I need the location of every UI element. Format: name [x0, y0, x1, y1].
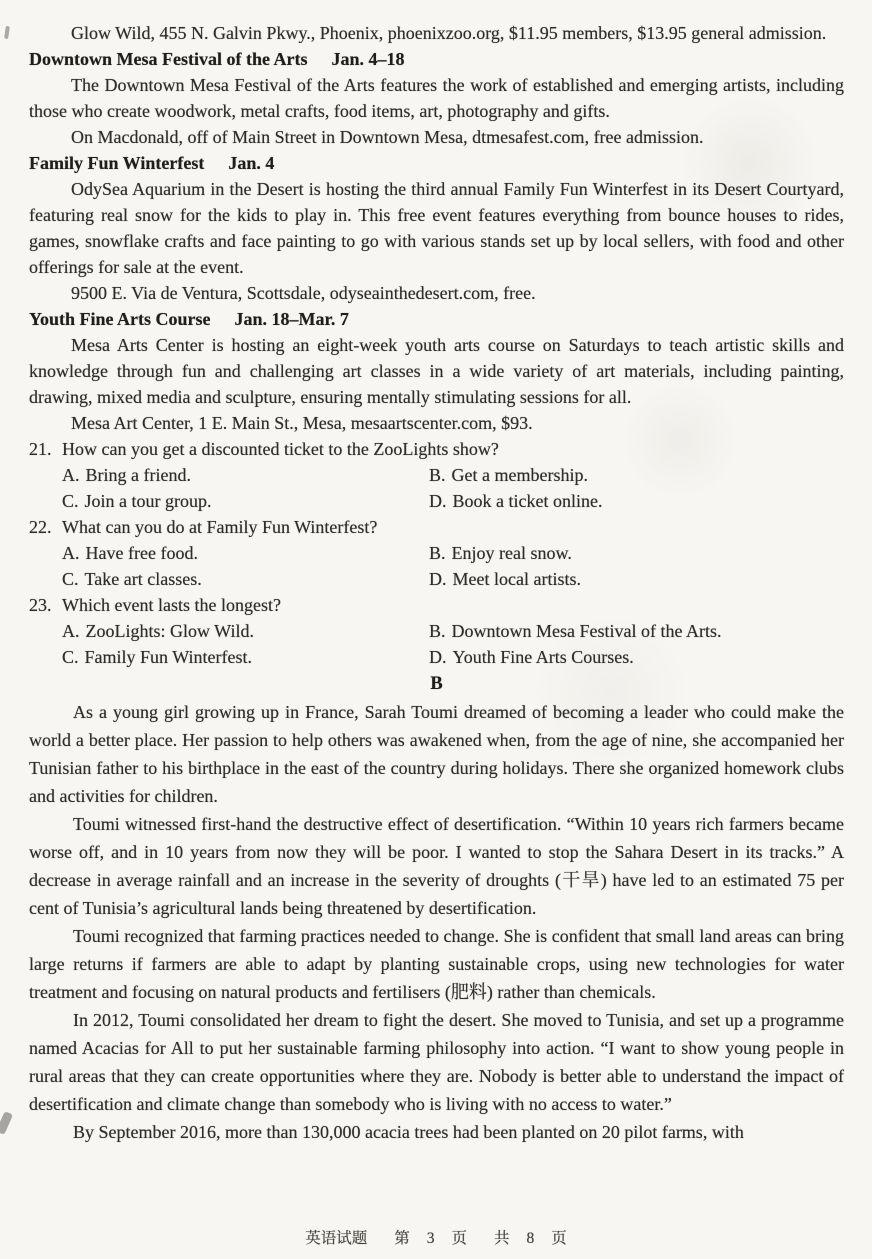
event-title: Downtown Mesa Festival of the Arts	[29, 49, 308, 69]
page-footer	[0, 1226, 872, 1248]
questions-section	[29, 436, 844, 670]
event-notices-section	[29, 20, 844, 436]
question-22	[29, 514, 844, 592]
question-text: Which event lasts the longest?	[62, 595, 281, 615]
option-text: Have free food.	[85, 543, 198, 563]
option-22-c	[62, 566, 429, 592]
event-heading-family-fun-winterfest	[29, 150, 844, 176]
question-number: 21.	[29, 439, 52, 459]
event-contact-line: Mesa Art Center, 1 E. Main St., Mesa, mesaartscenter.com, $93.	[71, 413, 533, 433]
option-23-c	[62, 644, 429, 670]
option-label: A.	[62, 543, 80, 563]
option-label: B.	[429, 543, 446, 563]
option-text: Downtown Mesa Festival of the Arts.	[451, 621, 722, 641]
option-text: Join a tour group.	[84, 491, 212, 511]
footer-subject: 英语试题	[305, 1230, 368, 1247]
passage-paragraph-2: Toumi witnessed first-hand the destructive effect of desertification. “Within 10 years rich farmers became worse off, and in 10 years from now they will be poor. I wanted to stop the Sahara Desert in its tracks.” A decrease in average rainfall and an increase in the severity of droughts (干旱) have led to an estimated 75 per cent of Tunisia’s agricultural lands being threatened by desertification.	[29, 814, 844, 918]
option-text: Book a ticket online.	[452, 491, 603, 511]
passage-paragraph-3: Toumi recognized that farming practices needed to change. She is confident that small land areas can bring large returns if farmers are able to adapt by planting sustainable crops, using new technologies for water treatment and focusing on natural products and fertilisers (肥料) rather than chemicals.	[29, 926, 844, 1002]
option-label: C.	[62, 491, 79, 511]
option-label: B.	[429, 465, 446, 485]
option-23-a	[62, 618, 429, 644]
option-text: Family Fun Winterfest.	[84, 647, 252, 667]
option-label: D.	[429, 647, 447, 667]
option-label: D.	[429, 569, 447, 589]
option-grid	[29, 462, 844, 514]
option-grid	[29, 618, 844, 670]
option-text: Enjoy real snow.	[451, 543, 572, 563]
scan-artifact	[0, 1111, 13, 1135]
option-text: Get a membership.	[451, 465, 588, 485]
option-label: C.	[62, 647, 79, 667]
option-text: Youth Fine Arts Courses.	[452, 647, 634, 667]
question-number: 22.	[29, 517, 52, 537]
event-body: Mesa Arts Center is hosting an eight-week youth arts course on Saturdays to teach artistic skills and knowledge through fun and challenging art classes in a wide variety of art materials, including painting, drawing, mixed media and sculpture, ensuring mentally stimulating sessions for all.	[29, 335, 844, 407]
glow-wild-contact-line: Glow Wild, 455 N. Galvin Pkwy., Phoenix, phoenixzoo.org, $11.95 members, $13.95 general admission.	[71, 23, 827, 43]
option-23-d	[429, 644, 844, 670]
option-label: A.	[62, 621, 80, 641]
question-23	[29, 592, 844, 670]
event-body: OdySea Aquarium in the Desert is hosting the third annual Family Fun Winterfest in its Desert Courtyard, featuring real snow for the kids to play in. This free event features everything from bounce houses to rides, games, snowflake crafts and face painting to go with various stands set up by local sellers, with food and other offerings for sale at the event.	[29, 179, 844, 277]
event-date: Jan. 18–Mar. 7	[234, 309, 349, 329]
option-21-d	[429, 488, 844, 514]
option-grid	[29, 540, 844, 592]
event-contact-line: On Macdonald, off of Main Street in Downtown Mesa, dtmesafest.com, free admission.	[71, 127, 704, 147]
option-22-a	[62, 540, 429, 566]
event-heading-youth-fine-arts	[29, 306, 844, 332]
footer-page-number: 3	[426, 1230, 435, 1247]
event-date: Jan. 4	[228, 153, 275, 173]
option-22-d	[429, 566, 844, 592]
option-text: Take art classes.	[84, 569, 202, 589]
footer-total-number: 8	[526, 1230, 535, 1247]
option-label: D.	[429, 491, 447, 511]
option-text: ZooLights: Glow Wild.	[85, 621, 254, 641]
question-text: What can you do at Family Fun Winterfest?	[62, 517, 378, 537]
passage-paragraph-4: In 2012, Toumi consolidated her dream to fight the desert. She moved to Tunisia, and set up a programme named Acacias for All to put her sustainable farming philosophy into action. “I want to show young people in rural areas that they can create opportunities where they are. Nobody is better able to understand the impact of desertification and climate change than somebody who is living with no access to water.”	[29, 1010, 844, 1114]
option-22-b	[429, 540, 844, 566]
option-21-a	[62, 462, 429, 488]
event-date: Jan. 4–18	[331, 49, 405, 69]
question-text: How can you get a discounted ticket to the ZooLights show?	[62, 439, 499, 459]
option-label: A.	[62, 465, 80, 485]
passage-paragraph-5: By September 2016, more than 130,000 acacia trees had been planted on 20 pilot farms, with	[73, 1122, 744, 1142]
option-21-c	[62, 488, 429, 514]
footer-total-unit: 页	[551, 1230, 567, 1247]
scan-artifact	[4, 26, 10, 39]
event-title: Youth Fine Arts Course	[29, 309, 211, 329]
question-stem	[29, 514, 844, 540]
option-text: Meet local artists.	[452, 569, 581, 589]
question-21	[29, 436, 844, 514]
footer-page-unit: 页	[451, 1230, 467, 1247]
passage-paragraph-1: As a young girl growing up in France, Sarah Toumi dreamed of becoming a leader who could make the world a better place. Her passion to help others was awakened when, from the age of nine, she accompanied her Tunisian father to his birthplace in the east of the country during holidays. There she organized homework clubs and activities for children.	[29, 702, 844, 806]
reading-section-b	[29, 670, 844, 1146]
event-body: The Downtown Mesa Festival of the Arts features the work of established and emerging artists, including those who create woodwork, metal crafts, food items, art, photography and gifts.	[29, 75, 844, 121]
footer-page-word: 第	[394, 1230, 410, 1247]
option-label: C.	[62, 569, 79, 589]
question-stem	[29, 436, 844, 462]
option-text: Bring a friend.	[85, 465, 191, 485]
event-heading-downtown-mesa	[29, 46, 844, 72]
event-title: Family Fun Winterfest	[29, 153, 205, 173]
question-stem	[29, 592, 844, 618]
option-23-b	[429, 618, 844, 644]
section-b-label: B	[430, 674, 443, 694]
footer-total-word: 共	[494, 1230, 510, 1247]
question-number: 23.	[29, 595, 52, 615]
option-label: B.	[429, 621, 446, 641]
event-contact-line: 9500 E. Via de Ventura, Scottsdale, odyseainthedesert.com, free.	[71, 283, 536, 303]
option-21-b	[429, 462, 844, 488]
